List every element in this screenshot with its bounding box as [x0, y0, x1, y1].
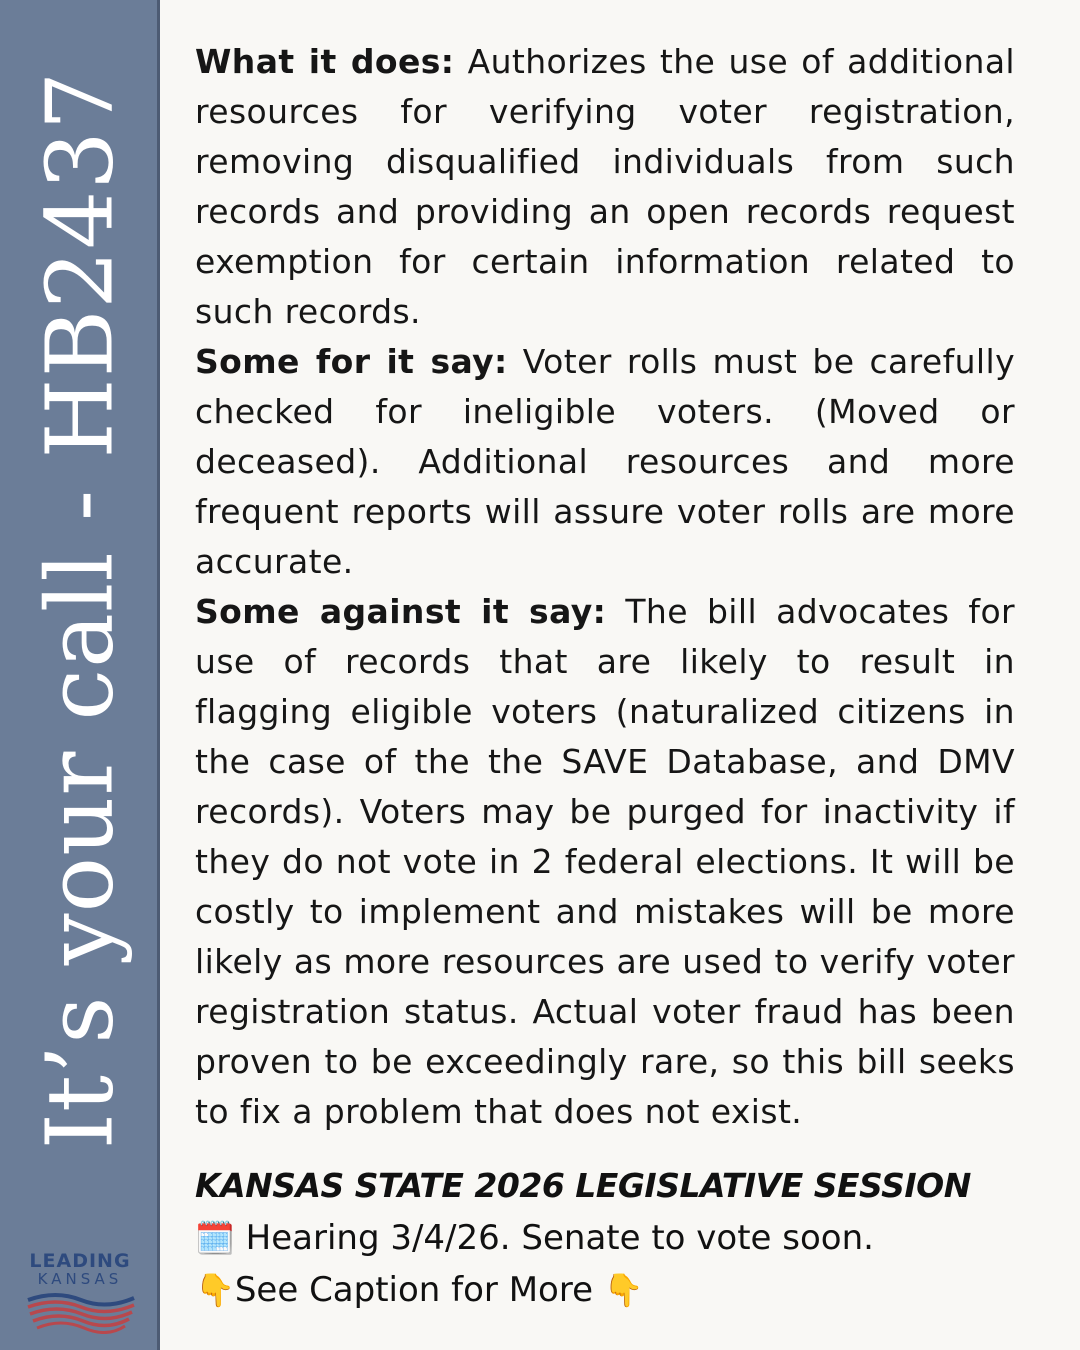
pointing-down-icon: 👇 — [195, 1271, 235, 1309]
calendar-icon: 🗓️ — [195, 1219, 235, 1257]
what-it-does-paragraph — [195, 37, 1015, 337]
what-it-does-text: Authorizes the use of additional resources for verifying voter registration, removing disqualified individuals from such records and providing an open records request exemption for certain information related to such records. — [195, 42, 1016, 331]
some-for-paragraph — [195, 337, 1015, 587]
pointing-down-icon-2: 👇 — [603, 1271, 644, 1309]
some-against-label: Some against it say: — [195, 592, 607, 631]
caption-line — [195, 1264, 1025, 1316]
some-for-text: Voter rolls must be carefully checked for ineligible voters. (Moved or deceased). Additional resources and more frequent reports will assure voter rolls are more accurate. — [195, 342, 1015, 581]
caption-text: See Caption for More — [234, 1270, 604, 1310]
bill-description — [195, 37, 1015, 1137]
session-info — [195, 1160, 1025, 1316]
sidebar — [0, 0, 160, 1350]
some-for-label: Some for it say: — [195, 342, 508, 381]
what-it-does-label: What it does: — [195, 42, 455, 81]
vertical-title: It’s your call - HB2437 — [26, 70, 134, 1150]
some-against-paragraph — [195, 587, 1015, 1137]
logo-line1: LEADING — [29, 1250, 131, 1272]
some-against-text: The bill advocates for use of records that are likely to result in flagging eligible voters (naturalized citizens in the case of the the SAVE Database, and DMV records). Voters may be purged for inactivity if they do not vote in 2 federal elections. It will be costly to implement and mistakes will be more likely as more resources are used to verify voter registration status. Actual voter fraud has been proven to be exceedingly rare, so this bill seeks to fix a problem that does not exist. — [195, 592, 1015, 1131]
logo-line2: KANSAS — [37, 1270, 123, 1288]
hearing-line — [195, 1212, 1025, 1264]
session-title: KANSAS STATE 2026 LEGISLATIVE SESSION — [195, 1166, 971, 1205]
leading-kansas-logo — [22, 1250, 138, 1334]
hearing-text: Hearing 3/4/26. Senate to vote soon. — [245, 1218, 874, 1258]
waving-flag-icon — [26, 1288, 136, 1334]
